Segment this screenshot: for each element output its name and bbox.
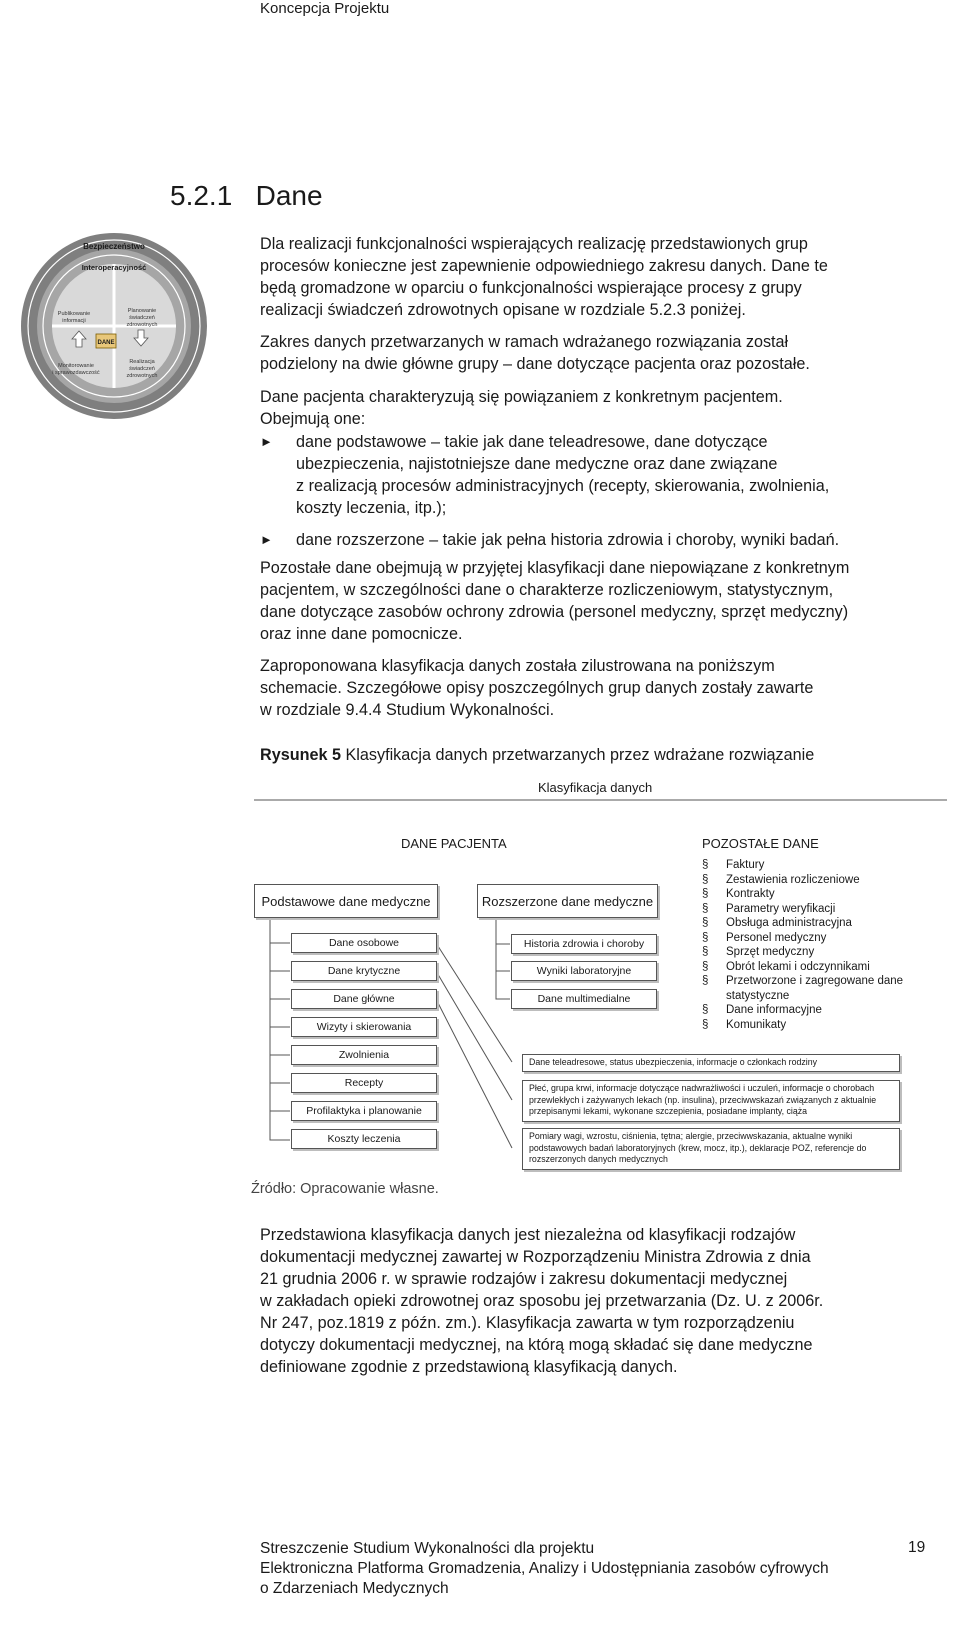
paragraph-5 — [260, 655, 950, 721]
section-number: 5.2.1 — [170, 180, 233, 211]
text-line: dotyczy dokumentacji medycznej, na którą mogą składać się dane medyczne — [260, 1336, 813, 1354]
description-box: Pomiary wagi, wzrostu, ciśnienia, tętna; alergie, przeciwwskazania, aktualne wyniki podstawowych badań laboratoryjnych (krew, mocz, itp.), deklaracje POZ, referencje do rozszerzonych danych medycznych — [522, 1128, 900, 1170]
list-item: § Obrót lekami i odczynnikami — [702, 960, 870, 973]
paragraph-3 — [260, 386, 950, 430]
footer-line: o Zdarzeniach Medycznych — [260, 1580, 449, 1597]
list-item: § Zestawienia rozliczeniowe — [702, 873, 860, 886]
list-item: § Faktury — [702, 859, 765, 871]
extended-item: Dane multimedialne — [511, 989, 657, 1009]
footer-line: Elektroniczna Platforma Gromadzenia, Analizy i Udostępniania zasobów cyfrowych — [260, 1560, 829, 1577]
page-number: 19 — [908, 1539, 926, 1556]
text-line: Pozostałe dane obejmują w przyjętej klasyfikacji dane niepowiązane z konkretnym — [260, 559, 850, 577]
list-item: § Parametry weryfikacji — [702, 902, 836, 915]
text-line: Zaproponowana klasyfikacja danych została zilustrowana na poniższym — [260, 657, 775, 675]
text-line: definiowane zgodnie z przedstawioną klasyfikacją danych. — [260, 1358, 678, 1376]
wheel-outer-label: Bezpieczeństwo — [83, 242, 145, 251]
basic-item: Koszty leczenia — [291, 1129, 437, 1149]
bullet-arrow-icon: ► — [260, 532, 273, 547]
text-line: dokumentacji medycznej zawartej w Rozporządzeniu Ministra Zdrowia z dnia — [260, 1248, 811, 1266]
section-sign-icon: § — [702, 873, 709, 886]
extended-medical-data-box: Rozszerzone dane medyczne — [477, 884, 658, 918]
text-line: pacjentem, w szczególności dane o charakterze rozliczeniowym, statystycznym, — [260, 581, 834, 599]
figure-caption — [260, 744, 950, 766]
basic-item: Dane osobowe — [291, 933, 437, 953]
wheel-quadrant-tr-2: świadczeń — [129, 315, 155, 321]
text-line: oraz inne dane pomocnicze. — [260, 625, 463, 643]
patient-data-heading: DANE PACJENTA — [401, 836, 507, 851]
basic-item: Dane krytyczne — [291, 961, 437, 981]
description-box: Dane teleadresowe, status ubezpieczenia, informacje o członkach rodziny — [522, 1054, 900, 1072]
wheel-quadrant-br-2: świadczeń — [129, 366, 155, 372]
paragraph-2 — [260, 331, 950, 375]
section-sign-icon: § — [702, 975, 709, 987]
text-line: Dla realizacji funkcjonalności wspierających realizację przedstawionych grup — [260, 235, 808, 253]
other-data-list — [702, 858, 917, 1032]
section-heading — [170, 180, 323, 212]
text-line: dane dotyczące zasobów ochrony zdrowia (personel medyczny, sprzęt medyczny) — [260, 603, 849, 621]
basic-item: Dane główne — [291, 989, 437, 1009]
text-line: dane podstawowe – takie jak dane teleadresowe, dane dotyczące — [296, 433, 768, 451]
list-item: § Przetworzone i zagregowane dane statystyczne — [702, 975, 904, 1002]
section-sign-icon: § — [702, 888, 709, 900]
list-item: § Dane informacyjne — [702, 1004, 822, 1016]
extended-item: Wyniki laboratoryjne — [511, 961, 657, 981]
text-line: schemacie. Szczegółowe opisy poszczególnych grup danych zostały zawarte — [260, 679, 814, 697]
list-item: § Obsługa administracyjna — [702, 917, 852, 929]
section-sign-icon: § — [702, 1018, 709, 1031]
wheel-quadrant-tl-1: Publikowanie — [57, 311, 91, 317]
list-item: § Kontrakty — [702, 888, 775, 900]
wheel-quadrant-tr-3: zdrowotnych — [126, 322, 158, 328]
wheel-quadrant-br-1: Realizacja — [129, 359, 155, 365]
process-wheel-diagram — [0, 230, 228, 422]
section-sign-icon: § — [702, 902, 709, 915]
bullet-item — [260, 431, 950, 519]
footer-line: Streszczenie Studium Wykonalności dla projektu — [260, 1540, 595, 1557]
text-line: Dane pacjenta charakteryzują się powiązaniem z konkretnym pacjentem. — [260, 388, 783, 406]
figure-label: Rysunek 5 — [260, 746, 341, 764]
wheel-quadrant-tr-1: Planowanie — [127, 308, 157, 314]
figure-caption-text: Klasyfikacja danych przetwarzanych przez wdrażane rozwiązanie — [345, 746, 815, 764]
wheel-quadrant-tl-2: informacji — [62, 318, 86, 324]
wheel-inner-label: Interoperacyjność — [81, 263, 147, 272]
bullet-item — [260, 529, 950, 551]
section-sign-icon: § — [702, 859, 709, 871]
section-sign-icon: § — [702, 960, 709, 973]
paragraph-4 — [260, 557, 950, 645]
text-line: podzielony na dwie główne grupy – dane dotyczące pacjenta oraz pozostałe. — [260, 355, 810, 373]
description-box: Płeć, grupa krwi, informacje dotyczące nadwrażliwości i uczuleń, informacje o chorobach przewlekłych i zażywanych lekach (np. insulina), przeciwwskazań związanych z aktualnie przepisanymi lekami, wykonane szczepienia, posiadane implanty, ciąża — [522, 1080, 900, 1122]
list-item: § Personel medyczny — [702, 931, 827, 944]
basic-item: Profilaktyka i planowanie — [291, 1101, 437, 1121]
section-sign-icon: § — [702, 946, 709, 958]
text-line: z realizacją procesów administracyjnych (recepty, skierowania, zwolnienia, — [296, 477, 830, 495]
text-line: 21 grudnia 2006 r. w sprawie rodzajów i zakresu dokumentacji medycznej — [260, 1270, 788, 1288]
paragraph-1 — [260, 233, 950, 321]
text-line: Obejmują one: — [260, 410, 366, 428]
text-line: Przedstawiona klasyfikacja danych jest niezależna od klasyfikacji rodzajów — [260, 1226, 796, 1244]
text-line: w zakładach opieki zdrowotnej oraz sposobu jej przetwarzania (Dz. U. z 2006r. — [260, 1292, 824, 1310]
page-footer — [260, 1539, 829, 1599]
wheel-quadrant-bl-1: Monitorowanie — [58, 363, 94, 369]
text-line: koszty leczenia, itp.); — [296, 499, 447, 517]
diagram-root-label: Klasyfikacja danych — [538, 780, 653, 795]
section-title: Dane — [255, 180, 323, 211]
section-sign-icon: § — [702, 931, 709, 944]
other-data-heading: POZOSTAŁE DANE — [702, 836, 819, 851]
text-line: będą gromadzone w oparciu o funkcjonalności wspierające procesy z grupy — [260, 279, 802, 297]
text-line: w rozdziale 9.4.4 Studium Wykonalności. — [260, 701, 555, 719]
text-line: dane rozszerzone – takie jak pełna historia zdrowia i choroby, wyniki badań. — [296, 531, 840, 549]
text-line: Zakres danych przetwarzanych w ramach wdrażanego rozwiązania został — [260, 333, 789, 351]
bullet-arrow-icon: ► — [260, 434, 273, 449]
basic-item: Recepty — [291, 1073, 437, 1093]
section-sign-icon: § — [702, 917, 709, 929]
bullet-list — [260, 431, 950, 551]
extended-item: Historia zdrowia i choroby — [511, 934, 657, 954]
text-line: Nr 247, poz.1819 z późn. zm.). Klasyfikacja zawarta w tym rozporządzeniu — [260, 1314, 795, 1332]
paragraph-6 — [260, 1224, 950, 1378]
list-item: § Sprzęt medyczny — [702, 946, 815, 958]
text-line: realizacji świadczeń zdrowotnych opisane w rozdziale 5.2.3 poniżej. — [260, 301, 746, 319]
figure-source: Źródło: Opracowanie własne. — [251, 1181, 439, 1197]
basic-item: Zwolnienia — [291, 1045, 437, 1065]
section-sign-icon: § — [702, 1004, 709, 1016]
wheel-quadrant-br-3: zdrowotnych — [126, 373, 158, 379]
basic-item: Wizyty i skierowania — [291, 1017, 437, 1037]
list-item: § Komunikaty — [702, 1018, 787, 1031]
running-header: Koncepcja Projektu — [260, 0, 390, 17]
text-line: procesów konieczne jest zapewnienie odpowiedniego zakresu danych. Dane te — [260, 257, 828, 275]
basic-medical-data-box: Podstawowe dane medyczne — [254, 884, 438, 918]
wheel-quadrant-bl-2: i sprawozdawczość — [52, 370, 100, 376]
wheel-center-label: DANE — [97, 340, 115, 346]
text-line: ubezpieczenia, najistotniejsze dane medyczne oraz dane związane — [296, 455, 778, 473]
